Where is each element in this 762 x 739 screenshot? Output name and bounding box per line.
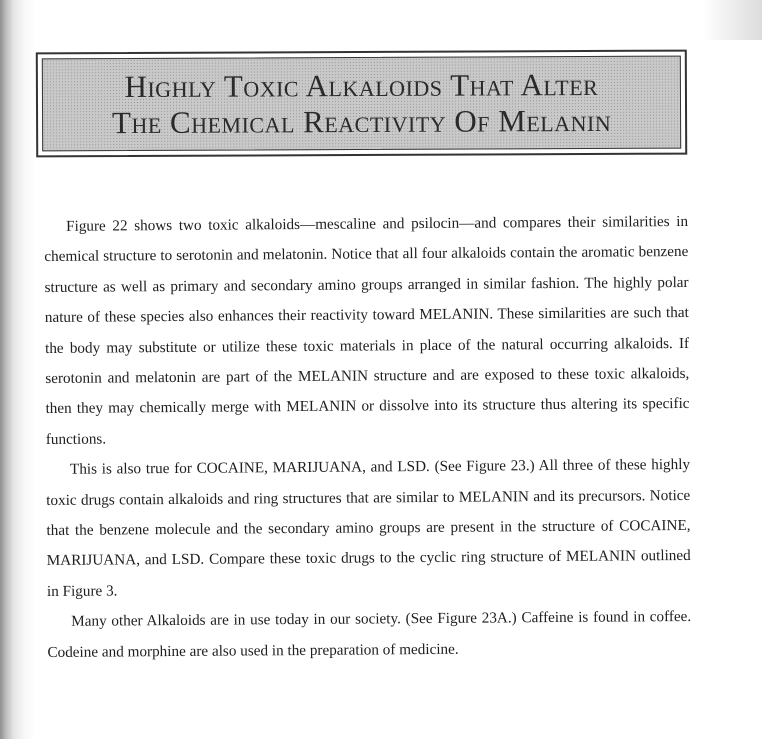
paragraph-2: This is also true for COCAINE, MARIJUANA, and LSD. (See Figure 23.) All three of these highly toxic drugs contain alkaloids and ring structures that are similar to MELANIN and its precursors. Notice that the benzene molecule and the secondary amino groups are present in the structure of COCAINE, MARIJUANA, and LSD. Compare these toxic drugs to the cyclic ring structure of MELANIN outlined in Figure 3.: [46, 456, 691, 600]
title-line-2: The Chemical Reactivity Of Melanin: [111, 102, 612, 140]
paragraph-3: Many other Alkaloids are in use today in our society. (See Figure 23A.) Caffeine is found in coffee. Codeine and morphine are also used in the preparation of medicine.: [47, 608, 692, 661]
title-frame: [36, 50, 687, 158]
body-text: [44, 207, 692, 668]
page-edge-shadow: [702, 0, 762, 40]
title-banner: [42, 56, 681, 152]
paragraph-1: Figure 22 shows two toxic alkaloids—mescaline and psilocin—and compares their similarities in chemical structure to serotonin and melatonin. Notice that all four alkaloids contain the aromatic benzene structure as well as primary and secondary amino groups arranged in similar fashion. The highly polar nature of these species also enhances their reactivity toward MELANIN. These similarities are such that the body may substitute or utilize these toxic materials in place of the natural occurring alkaloids. If serotonin and melatonin are part of the MELANIN structure and are exposed to these toxic alkaloids, then they may chemically merge with MELANIN or dissolve into its structure thus altering its specific functions.: [44, 212, 690, 448]
title-line-1: Highly Toxic Alkaloids That Alter: [124, 66, 599, 104]
